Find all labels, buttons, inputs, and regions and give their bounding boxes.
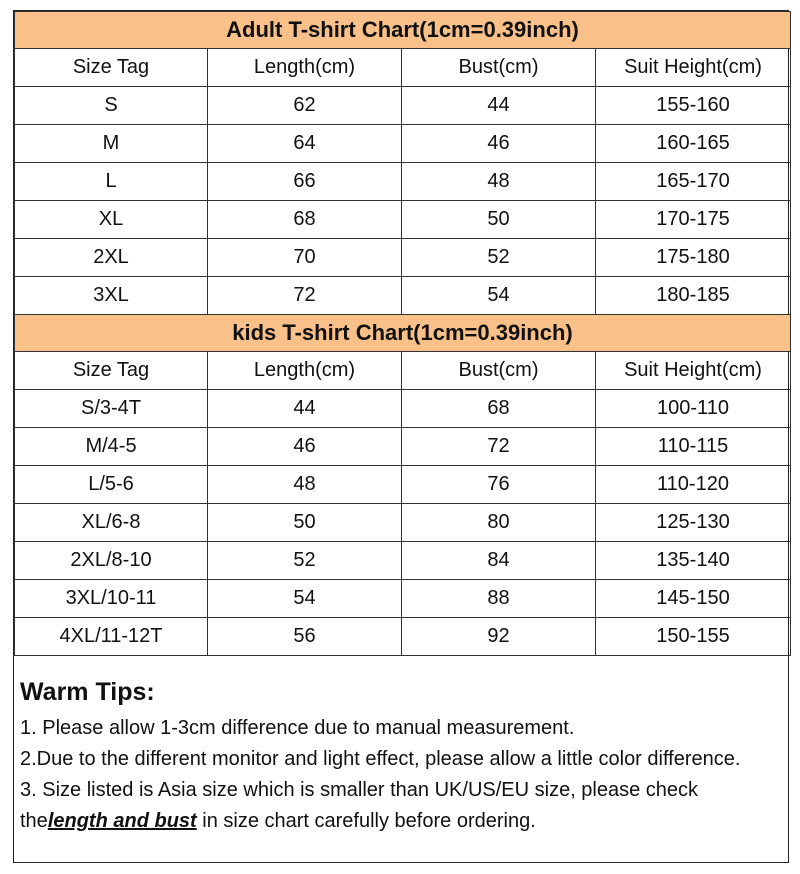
table-cell: 180-185	[596, 277, 791, 315]
column-header: Bust(cm)	[402, 352, 596, 390]
table-cell: 44	[208, 390, 402, 428]
table-cell: 72	[208, 277, 402, 315]
table-cell: 64	[208, 125, 402, 163]
tip-asia-size	[20, 775, 782, 837]
table-cell: 56	[208, 618, 402, 656]
table-cell: M/4-5	[15, 428, 208, 466]
table-row	[15, 277, 791, 315]
table-cell: 54	[208, 580, 402, 618]
table-cell: 46	[208, 428, 402, 466]
table-cell: 80	[402, 504, 596, 542]
column-header: Suit Height(cm)	[596, 352, 791, 390]
table-cell: 135-140	[596, 542, 791, 580]
table-cell: 88	[402, 580, 596, 618]
table-row	[15, 504, 791, 542]
table-row	[15, 125, 791, 163]
table-cell: 92	[402, 618, 596, 656]
column-header: Size Tag	[15, 352, 208, 390]
table-row	[15, 239, 791, 277]
table-cell: 70	[208, 239, 402, 277]
table-cell: XL	[15, 201, 208, 239]
tip-asia-size-prefix: 3. Size listed is Asia size which is smaller than UK/US/EU size, please check the	[20, 779, 699, 832]
table-cell: 54	[402, 277, 596, 315]
table-row	[15, 87, 791, 125]
table-cell: M	[15, 125, 208, 163]
table-cell: 150-155	[596, 618, 791, 656]
kids-title-row	[15, 315, 791, 352]
table-cell: 46	[402, 125, 596, 163]
tip-color: 2.Due to the different monitor and light effect, please allow a little color difference.	[20, 748, 741, 770]
table-cell: 76	[402, 466, 596, 504]
column-header: Bust(cm)	[402, 49, 596, 87]
table-cell: 3XL	[15, 277, 208, 315]
table-cell: 68	[402, 390, 596, 428]
tip-measurement: 1. Please allow 1-3cm difference due to manual measurement.	[20, 717, 575, 739]
table-cell: 52	[208, 542, 402, 580]
warm-tips-heading: Warm Tips:	[20, 678, 155, 706]
table-cell: 72	[402, 428, 596, 466]
adult-table-title: Adult T-shirt Chart(1cm=0.39inch)	[15, 12, 791, 49]
table-cell: 84	[402, 542, 596, 580]
table-cell: 100-110	[596, 390, 791, 428]
table-cell: 125-130	[596, 504, 791, 542]
table-cell: 62	[208, 87, 402, 125]
table-cell: L/5-6	[15, 466, 208, 504]
warm-tips-section	[14, 668, 788, 837]
adult-size-table	[14, 11, 791, 656]
table-row	[15, 580, 791, 618]
table-cell: 175-180	[596, 239, 791, 277]
table-cell: 50	[402, 201, 596, 239]
table-cell: 160-165	[596, 125, 791, 163]
table-row	[15, 201, 791, 239]
kids-header-row	[15, 352, 791, 390]
table-row	[15, 428, 791, 466]
table-row	[15, 163, 791, 201]
kids-table-title: kids T-shirt Chart(1cm=0.39inch)	[15, 315, 791, 352]
tip-length-bust-emphasis: length and bust	[47, 810, 197, 832]
table-row	[15, 390, 791, 428]
table-cell: 52	[402, 239, 596, 277]
table-cell: 4XL/11-12T	[15, 618, 208, 656]
table-cell: 110-120	[596, 466, 791, 504]
table-cell: L	[15, 163, 208, 201]
column-header: Size Tag	[15, 49, 208, 87]
tip-asia-size-suffix: in size chart carefully before ordering.	[196, 810, 536, 832]
table-cell: 68	[208, 201, 402, 239]
table-cell: 165-170	[596, 163, 791, 201]
table-cell: 2XL/8-10	[15, 542, 208, 580]
table-cell: 50	[208, 504, 402, 542]
adult-title-row	[15, 12, 791, 49]
table-row	[15, 466, 791, 504]
column-header: Suit Height(cm)	[596, 49, 791, 87]
table-row	[15, 542, 791, 580]
table-cell: 145-150	[596, 580, 791, 618]
table-cell: 2XL	[15, 239, 208, 277]
table-cell: 170-175	[596, 201, 791, 239]
column-header: Length(cm)	[208, 352, 402, 390]
table-cell: 66	[208, 163, 402, 201]
table-cell: 44	[402, 87, 596, 125]
table-cell: S/3-4T	[15, 390, 208, 428]
table-cell: 155-160	[596, 87, 791, 125]
table-cell: 48	[402, 163, 596, 201]
adult-header-row	[15, 49, 791, 87]
table-row	[15, 618, 791, 656]
size-chart-frame	[13, 10, 789, 863]
table-cell: 110-115	[596, 428, 791, 466]
table-cell: XL/6-8	[15, 504, 208, 542]
table-cell: S	[15, 87, 208, 125]
column-header: Length(cm)	[208, 49, 402, 87]
table-cell: 48	[208, 466, 402, 504]
table-cell: 3XL/10-11	[15, 580, 208, 618]
